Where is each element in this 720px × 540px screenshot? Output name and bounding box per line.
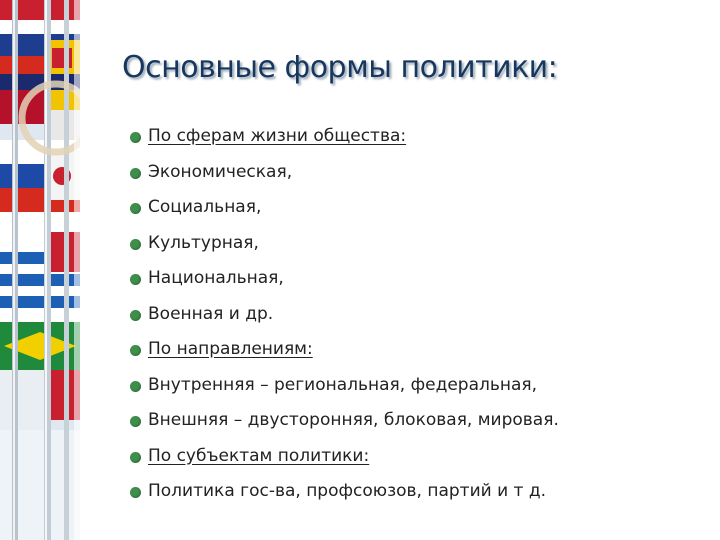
bullet-text: Внешняя – двусторонняя, блоковая, мировая. bbox=[148, 410, 559, 430]
bullet-item bbox=[130, 155, 559, 191]
slide-content bbox=[80, 0, 720, 540]
bullet-text: По сферам жизни общества: bbox=[148, 126, 407, 146]
bullet-item bbox=[130, 119, 559, 155]
bullet-dot-icon bbox=[130, 381, 141, 392]
slide-title: Основные формы политики: bbox=[122, 50, 558, 85]
bullet-dot-icon bbox=[130, 345, 141, 356]
bullet-text: По субъектам политики: bbox=[148, 445, 370, 466]
bullet-item bbox=[130, 190, 559, 226]
bullet-list bbox=[130, 119, 559, 510]
bullet-text: Внутренняя – региональная, федеральная, bbox=[148, 374, 538, 395]
bullet-item bbox=[130, 261, 559, 297]
bullet-text: Национальная, bbox=[148, 268, 284, 288]
bullet-dot-icon bbox=[130, 132, 141, 143]
bullet-text: Социальная, bbox=[148, 197, 262, 217]
bullet-item bbox=[130, 439, 559, 475]
bullet-dot-icon bbox=[130, 416, 141, 427]
bullet-text: Культурная, bbox=[148, 232, 259, 253]
bullet-dot-icon bbox=[130, 487, 141, 498]
bullet-text: По направлениям: bbox=[148, 339, 313, 359]
flags-photo-icon bbox=[0, 0, 80, 540]
bullet-dot-icon bbox=[130, 274, 141, 285]
bullet-item bbox=[130, 332, 559, 368]
bullet-text: Экономическая, bbox=[148, 161, 293, 182]
bullet-text: Политика гос-ва, профсоюзов, партий и т д. bbox=[148, 481, 547, 501]
bullet-dot-icon bbox=[130, 310, 141, 321]
bullet-item bbox=[130, 403, 559, 439]
bullet-item bbox=[130, 297, 559, 333]
bullet-dot-icon bbox=[130, 168, 141, 179]
bullet-text: Военная и др. bbox=[148, 303, 274, 324]
bullet-item bbox=[130, 226, 559, 262]
bullet-dot-icon bbox=[130, 239, 141, 250]
bullet-dot-icon bbox=[130, 203, 141, 214]
bullet-dot-icon bbox=[130, 452, 141, 463]
bullet-item bbox=[130, 474, 559, 510]
bullet-item bbox=[130, 368, 559, 404]
